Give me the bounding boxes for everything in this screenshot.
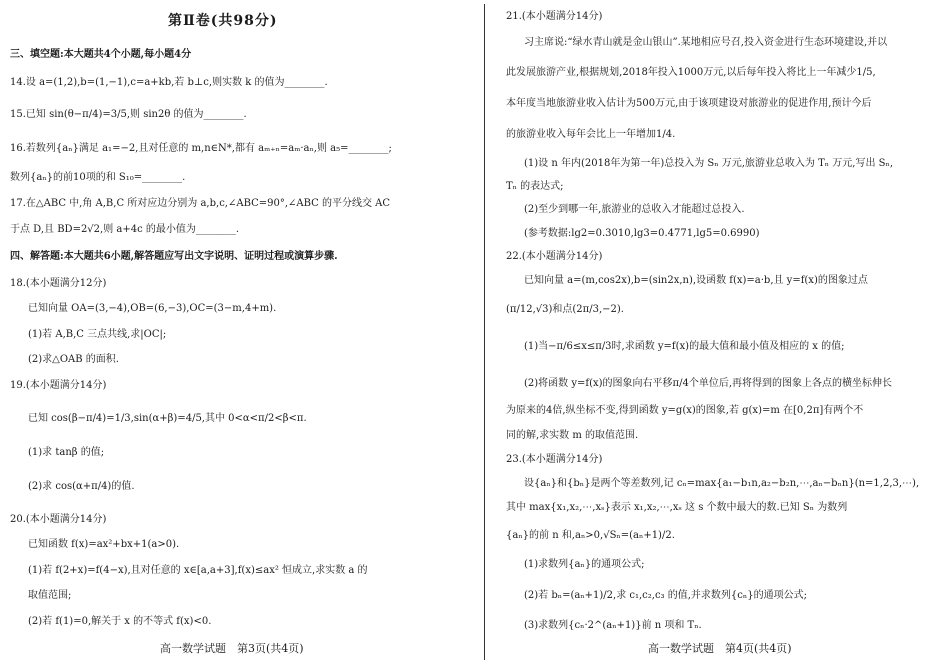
- question-21-part-1-line-2: Tₙ 的表达式;: [506, 181, 564, 192]
- question-22-part-1: (1)当−π/6≤x≤π/3时,求函数 y=f(x)的最大值和最小值及相应的 x 的值;: [524, 341, 845, 352]
- question-19-stem: 已知 cos(β−π/4)=1/3,sin(α+β)=4/5,其中 0<α<π/2<β<π.: [28, 413, 307, 424]
- question-22-part-2-line-2: 为原来的4倍,纵坐标不变,得到函数 y=g(x)的图象,若 g(x)=m 在[0,2π]有两个不: [506, 405, 864, 416]
- question-21-stem-line-1: 习主席说:“绿水青山就是金山银山”.某地相应号召,投入资金进行生态环境建设,并以: [524, 37, 888, 48]
- question-20-part-1-line-1: (1)若 f(2+x)=f(4−x),且对任意的 x∈[a,a+3],f(x)≤ax² 恒成立,求实数 a 的: [28, 565, 368, 576]
- question-23-header: 23.(本小题满分14分): [506, 454, 603, 465]
- question-20-part-2: (2)若 f(1)=0,解关于 x 的不等式 f(x)<0.: [28, 616, 212, 627]
- question-21-stem-line-2: 此发展旅游产业,根据规划,2018年投入1000万元,以后每年投入将比上一年减少1/5,: [506, 67, 876, 78]
- question-20-header: 20.(本小题满分14分): [10, 514, 107, 525]
- page-footer-3: 高一数学试题 第3页(共4页): [160, 642, 304, 655]
- question-22-stem-line-1: 已知向量 a=(m,cos2x),b=(sin2x,n),设函数 f(x)=a·b,且 y=f(x)的图象过点: [524, 275, 868, 286]
- question-22-header: 22.(本小题满分14分): [506, 251, 603, 262]
- question-14: 14.设 a=(1,2),b=(1,−1),c=a+kb,若 b⊥c,则实数 k 的值为________.: [10, 77, 328, 88]
- question-21-stem-line-3: 本年度当地旅游业收入估计为500万元,由于该项建设对旅游业的促进作用,预计今后: [506, 98, 872, 109]
- question-23-stem-line-1: 设{aₙ}和{bₙ}是两个等差数列,记 cₙ=max{a₁−b₁n,a₂−b₂n,⋯,aₙ−bₙn}(n=1,2,3,⋯),: [524, 478, 920, 489]
- question-19-part-2: (2)求 cos(α+π/4)的值.: [28, 481, 135, 492]
- question-19-part-1: (1)求 tanβ 的值;: [28, 447, 105, 458]
- page-footer-4: 高一数学试题 第4页(共4页): [648, 642, 792, 655]
- question-19-header: 19.(本小题满分14分): [10, 380, 107, 391]
- question-17-line-2: 于点 D,且 BD=2√2,则 a+4c 的最小值为________.: [10, 224, 240, 235]
- section-header-fill-blank: 三、填空题:本大题共4个小题,每小题4分: [10, 49, 192, 60]
- question-18-header: 18.(本小题满分12分): [10, 278, 107, 289]
- question-20-part-1-line-2: 取值范围;: [28, 590, 72, 601]
- question-23-part-1: (1)求数列{aₙ}的通项公式;: [524, 559, 645, 570]
- question-18-part-2: (2)求△OAB 的面积.: [28, 354, 119, 365]
- question-16-line-2: 数列{aₙ}的前10项的和 S₁₀=________.: [10, 172, 186, 183]
- question-21-part-1-line-1: (1)设 n 年内(2018年为第一年)总投入为 Sₙ 万元,旅游业总收入为 Tₙ 万元,写出 Sₙ,: [524, 158, 893, 169]
- question-21-stem-line-4: 的旅游业收入每年会比上一年增加1/4.: [506, 129, 676, 140]
- question-23-stem-line-2: 其中 max{x₁,x₂,⋯,xₛ}表示 x₁,x₂,⋯,xₛ 这 s 个数中最大的数.已知 Sₙ 为数列: [506, 502, 848, 513]
- question-21-reference-data: (参考数据:lg2=0.3010,lg3=0.4771,lg5=0.6990): [524, 228, 760, 239]
- question-18-stem: 已知向量 OA=(3,−4),OB=(6,−3),OC=(3−m,4+m).: [28, 303, 277, 314]
- part-title: 第Ⅱ卷(共98分): [168, 13, 278, 29]
- column-divider: [484, 4, 485, 660]
- question-21-part-2: (2)至少到哪一年,旅游业的总收入才能超过总投入.: [524, 204, 745, 215]
- question-15: 15.已知 sin(θ−π/4)=3/5,则 sin2θ 的值为________.: [10, 109, 247, 120]
- question-16-line-1: 16.若数列{aₙ}满足 a₁=−2,且对任意的 m,n∈N*,都有 aₘ₊ₙ=aₘ·aₙ,则 a₅=________;: [10, 143, 392, 154]
- question-20-stem: 已知函数 f(x)=ax²+bx+1(a>0).: [28, 539, 180, 550]
- question-22-part-2-line-1: (2)将函数 y=f(x)的图象向右平移π/4个单位后,再将得到的图象上各点的横坐标伸长: [524, 378, 892, 389]
- question-22-part-2-line-3: 同的解,求实数 m 的取值范围.: [506, 430, 639, 441]
- question-17-line-1: 17.在△ABC 中,角 A,B,C 所对应边分别为 a,b,c,∠ABC=90°,∠ABC 的平分线交 AC: [10, 198, 391, 209]
- question-23-part-3: (3)求数列{cₙ·2^(aₙ+1)}前 n 项和 Tₙ.: [524, 620, 702, 631]
- question-23-part-2: (2)若 bₙ=(aₙ+1)/2,求 c₁,c₂,c₃ 的值,并求数列{cₙ}的通项公式;: [524, 590, 807, 601]
- question-23-stem-line-3: {aₙ}的前 n 和,aₙ>0,√Sₙ=(aₙ+1)/2.: [506, 530, 675, 541]
- question-21-header: 21.(本小题满分14分): [506, 11, 603, 22]
- section-header-solution: 四、解答题:本大题共6小题,解答题应写出文字说明、证明过程或演算步骤.: [10, 251, 338, 262]
- question-18-part-1: (1)若 A,B,C 三点共线,求|OC|;: [28, 329, 167, 340]
- question-22-stem-line-2: (π/12,√3)和点(2π/3,−2).: [506, 304, 624, 315]
